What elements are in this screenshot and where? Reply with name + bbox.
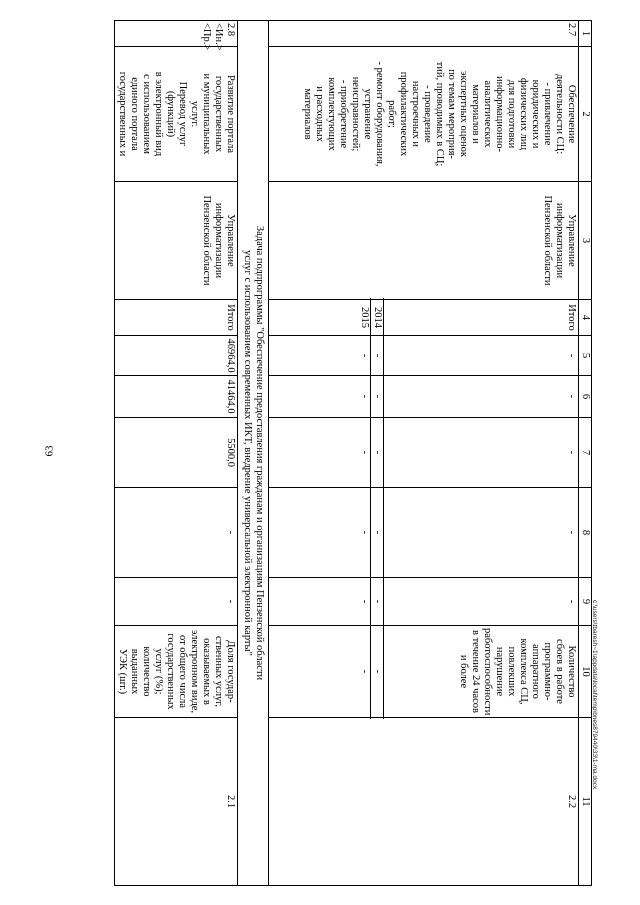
link-ref: 2.2 (269, 718, 579, 886)
header-cell: 3 (579, 182, 592, 300)
cell-value: - (358, 576, 371, 627)
measure-name: Развитие портала государственных и муниципальных услуг. Перевод услуг (функций) в электронный вид с использованием единого портала государственных и (115, 47, 238, 182)
header-row (579, 21, 592, 886)
indicator-value: - (358, 624, 371, 719)
cell-value: 5500,0 (115, 418, 238, 488)
cell-value: - (115, 578, 238, 626)
cell-value: - (566, 394, 577, 399)
task-row (238, 21, 269, 886)
indicator: Доля государ- ственных услуг, оказываемых в электронном виде, от общего числа государственных услуг (%); количество выданных УЭК (шт.) (115, 626, 238, 718)
header-cell: 10 (579, 626, 592, 718)
cell-value: - (358, 334, 371, 377)
cell-value: - (358, 374, 371, 419)
cell-value: - (358, 486, 371, 579)
table-row-2-8 (115, 21, 238, 886)
year-total: Итого (115, 300, 238, 336)
link-ref: 2.1 (115, 718, 238, 886)
cell-value: 46964,0 (115, 336, 238, 376)
cell-value: - (371, 576, 384, 627)
cell-value: - (371, 486, 384, 579)
cell-value: 41464,0 (115, 376, 238, 418)
year-total: Итого (566, 304, 577, 331)
cell-value: - (371, 374, 384, 419)
indicator: Количество сбоев в работе программно- аппаратного комплекса СЦ, повлекших нарушение работоспособности в течение 24 часов и более (458, 628, 577, 716)
cell-value: - (566, 530, 577, 535)
header-cell: 11 (579, 718, 592, 886)
cell-value: - (566, 353, 577, 358)
year-2014: 2014 (371, 298, 384, 337)
header-cell: 7 (579, 418, 592, 488)
executor: Управление информатизации Пензенской области (269, 182, 579, 300)
cell-value: - (115, 488, 238, 578)
page-number: 63 (43, 445, 56, 457)
program-table (114, 20, 592, 886)
cell-value: - (371, 416, 384, 489)
header-cell: 5 (579, 336, 592, 376)
year-2015: 2015 (358, 298, 371, 337)
footer-path: c:\users\tbaresh~1\appdata\local\temp\bnes879440\33\1-ma.docx (591, 600, 598, 790)
measure-name: Обеспечение деятельности СЦ: - привлечение юридических и физических лиц для подготовки информационно- аналитических материалов и экспертных оценок по темам мероприя- тий, проводимых в СЦ; - проведение настроечных и профилактических работ; - ремонт оборудования, устранение неисправностей; - приобретение комплектующих и расходных материалов (269, 47, 579, 182)
table-row-2-7 (269, 21, 579, 886)
row-number: 2.7 (269, 21, 579, 47)
task-heading: Задача подпрограммы "Обеспечение предоставления гражданам и организациям Пензенской области услуг с использованием современных ИКТ, внедрение универсальной электронной карты" (238, 21, 269, 886)
header-cell: 9 (579, 578, 592, 626)
cell-value: - (358, 416, 371, 489)
indicator-value: - (371, 624, 384, 719)
cell-value: - (566, 450, 577, 455)
header-cell: 8 (579, 488, 592, 578)
cell-value: - (566, 599, 577, 604)
header-cell: 2 (579, 47, 592, 182)
header-cell: 1 (579, 21, 592, 47)
rotated-table-container (92, 20, 592, 885)
executor: Управление информатизации Пензенской области (115, 182, 238, 300)
header-cell: 4 (579, 300, 592, 336)
header-cell: 6 (579, 376, 592, 418)
cell-value: - (371, 334, 384, 377)
row-number: 2.8 <Ин.> <Пр.> (115, 21, 238, 47)
